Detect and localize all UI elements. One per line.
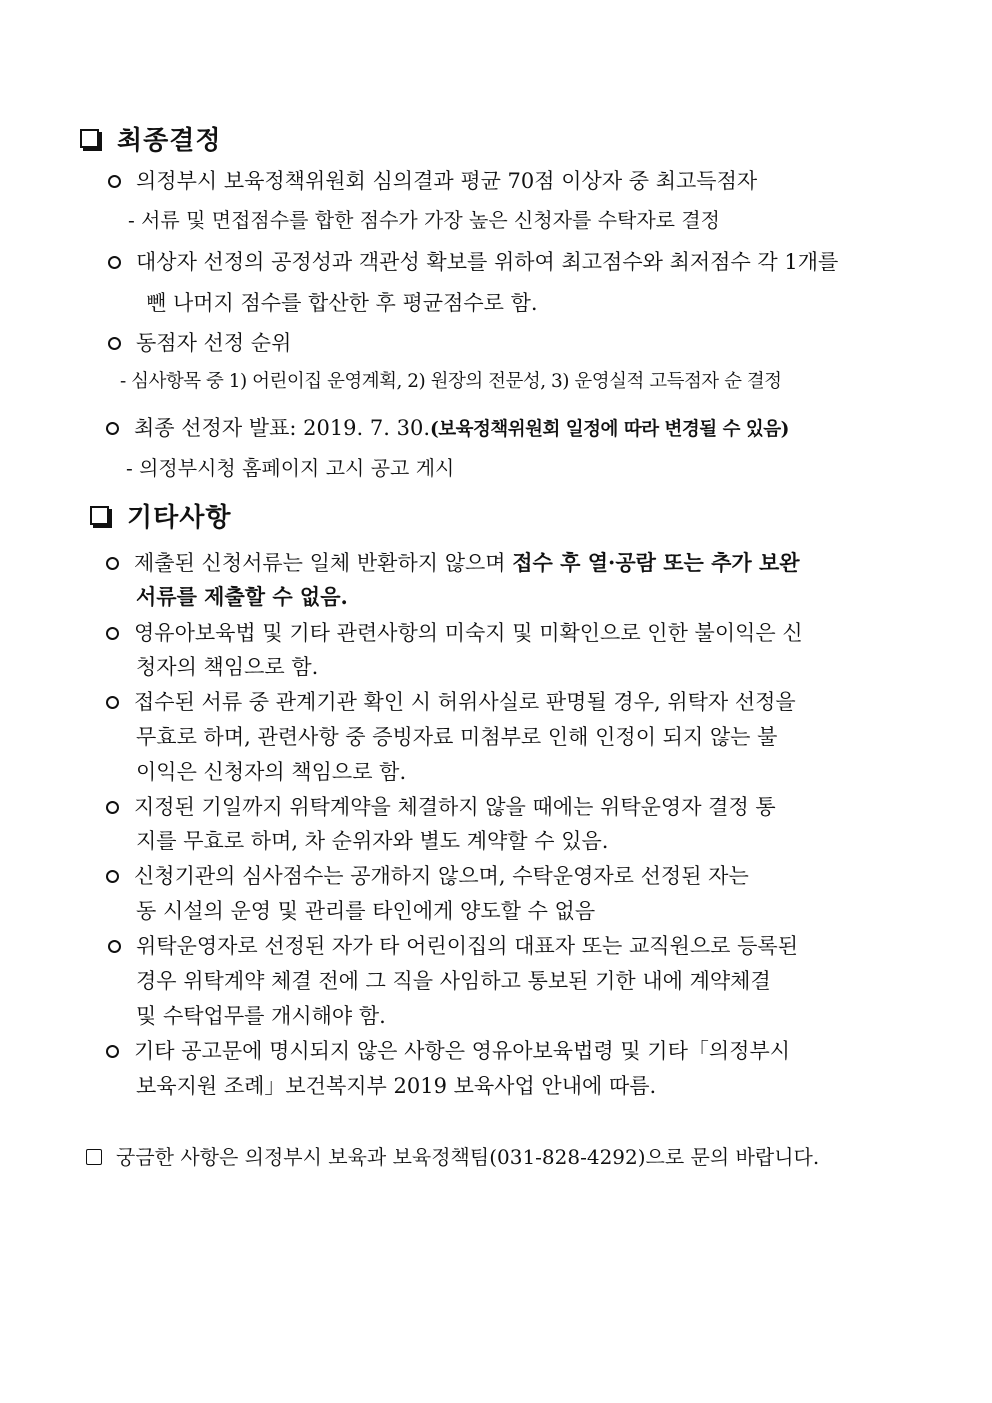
circle-bullet-icon: [106, 801, 119, 814]
bullet-continuation: 무효로 하며, 관련사항 중 증빙자료 미첨부로 인해 인정이 되지 않는 불: [136, 725, 778, 749]
sub-item: - 서류 및 면접점수를 합한 점수가 가장 높은 신청자를 수탁자로 결정: [128, 208, 720, 232]
sub-item: - 심사항목 중 1) 어린이집 운영계획, 2) 원장의 전문성, 3) 운영실적 고득점자 순 결정: [120, 371, 782, 392]
bullet-continuation: 경우 위탁계약 체결 전에 그 직을 사임하고 통보된 기한 내에 계약체결: [136, 969, 771, 993]
circle-bullet-icon: [106, 627, 119, 640]
bullet-item: 제출된 신청서류는 일체 반환하지 않으며 접수 후 열·공람 또는 추가 보완: [106, 544, 800, 582]
checkbox-square-icon: [80, 129, 99, 148]
bullet-item: 영유아보육법 및 기타 관련사항의 미숙지 및 미확인으로 인한 불이익은 신: [106, 615, 803, 652]
bullet-item: 최종 선정자 발표: 2019. 7. 30.(보육정책위원회 일정에 따라 변경될 수 있음): [106, 410, 789, 448]
section-title: 최종결정: [117, 126, 222, 156]
circle-bullet-icon: [106, 696, 119, 709]
bullet-continuation: 청자의 책임으로 함.: [136, 655, 319, 679]
circle-bullet-icon: [108, 256, 121, 269]
bullet-item: 신청기관의 심사점수는 공개하지 않으며, 수탁운영자로 선정된 자는: [106, 858, 749, 895]
bullet-continuation: 보육지원 조례」보건복지부 2019 보육사업 안내에 따름.: [136, 1074, 657, 1098]
circle-bullet-icon: [106, 422, 119, 435]
bullet-item: 접수된 서류 중 관계기관 확인 시 허위사실로 판명될 경우, 위탁자 선정을: [106, 684, 796, 721]
circle-bullet-icon: [108, 337, 121, 350]
bullet-item: 지정된 기일까지 위탁계약을 체결하지 않을 때에는 위탁운영자 결정 통: [106, 789, 776, 826]
checkbox-square-icon: [90, 506, 109, 525]
bullet-item: 의정부시 보육정책위원회 심의결과 평균 70점 이상자 중 최고득점자: [108, 163, 757, 200]
empty-square-icon: [86, 1149, 102, 1165]
inquiry-note: 궁금한 사항은 의정부시 보육과 보육정책팀(031-828-4292)으로 문의 바랍니다.: [86, 1141, 819, 1173]
circle-bullet-icon: [106, 1045, 119, 1058]
circle-bullet-icon: [108, 175, 121, 188]
section-heading-final-decision: [80, 120, 221, 157]
bullet-continuation: 서류를 제출할 수 없음.: [136, 584, 348, 609]
circle-bullet-icon: [106, 870, 119, 883]
bullet-continuation: 및 수탁업무를 개시해야 함.: [136, 1004, 386, 1028]
bullet-item: 위탁운영자로 선정된 자가 타 어린이집의 대표자 또는 교직원으로 등록된: [108, 928, 798, 965]
bullet-continuation: 지를 무효로 하며, 차 순위자와 별도 계약할 수 있음.: [136, 829, 609, 853]
bullet-continuation: 뺀 나머지 점수를 합산한 후 평균점수로 함.: [146, 291, 538, 315]
bullet-continuation: 동 시설의 운영 및 관리를 타인에게 양도할 수 없음: [136, 899, 596, 923]
bullet-item: 대상자 선정의 공정성과 객관성 확보를 위하여 최고점수와 최저점수 각 1개를: [108, 244, 920, 281]
bullet-item: 동점자 선정 순위: [108, 325, 291, 362]
circle-bullet-icon: [108, 940, 121, 953]
section-heading-other-matters: [90, 497, 231, 534]
section-title: 기타사항: [127, 503, 232, 533]
sub-item: - 의정부시청 홈페이지 고시 공고 게시: [126, 456, 455, 480]
bullet-item: 기타 공고문에 명시되지 않은 사항은 영유아보육법령 및 기타「의정부시: [106, 1033, 790, 1070]
bullet-continuation: 이익은 신청자의 책임으로 함.: [136, 760, 407, 784]
circle-bullet-icon: [106, 557, 119, 570]
